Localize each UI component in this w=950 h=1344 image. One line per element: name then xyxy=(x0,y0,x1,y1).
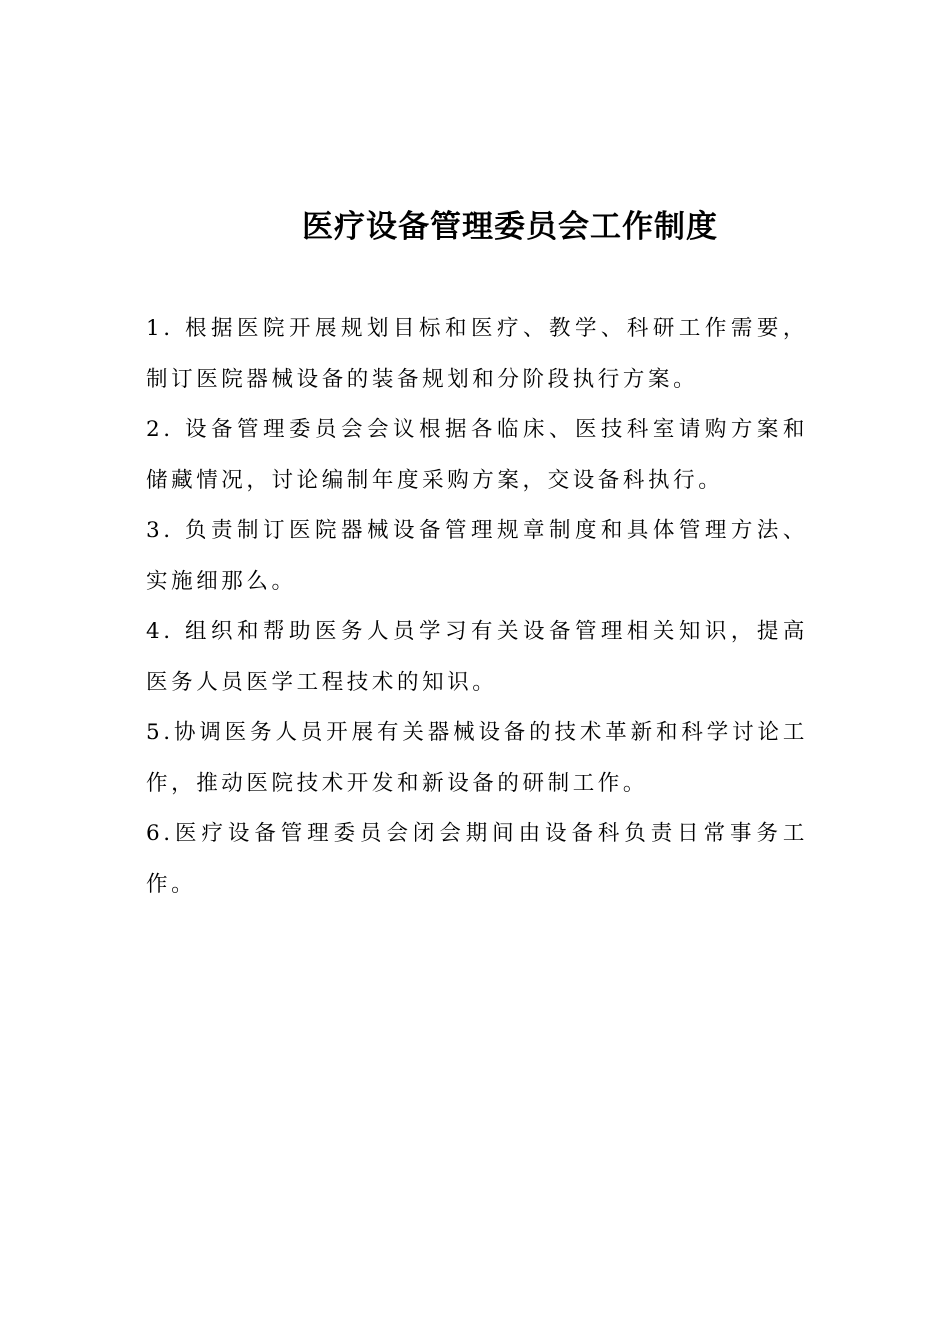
document-body xyxy=(146,304,808,910)
document-title: 医疗设备管理委员会工作制度 xyxy=(302,209,718,245)
clause-2: 2. 设备管理委员会会议根据各临床、医技科室请购方案和储藏情况，讨论编制年度采购方案，交设备科执行。 xyxy=(146,417,808,493)
clause-3: 3. 负责制订医院器械设备管理规章制度和具体管理方法、实施细那么。 xyxy=(146,518,808,594)
clause-5: 5.协调医务人员开展有关器械设备的技术革新和科学讨论工作，推动医院技术开发和新设备的研制工作。 xyxy=(146,720,808,796)
clause-1: 1. 根据医院开展规划目标和医疗、教学、科研工作需要，制订医院器械设备的装备规划和分阶段执行方案。 xyxy=(146,316,808,392)
clause-4: 4. 组织和帮助医务人员学习有关设备管理相关知识，提高医务人员医学工程技术的知识。 xyxy=(146,619,808,695)
clause-6: 6.医疗设备管理委员会闭会期间由设备科负责日常事务工作。 xyxy=(146,821,808,897)
